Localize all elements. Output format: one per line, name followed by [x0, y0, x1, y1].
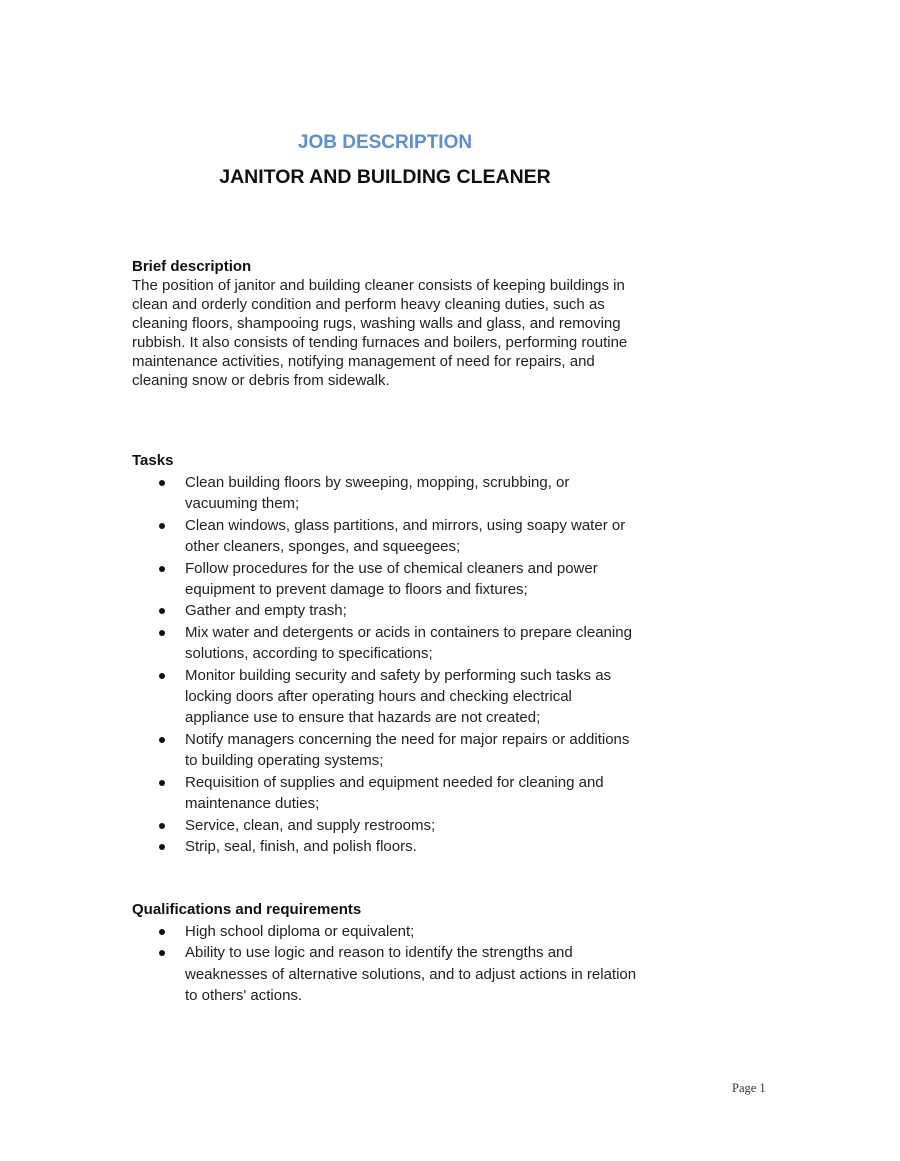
bullet-icon [159, 673, 165, 679]
tasks-section [132, 451, 632, 857]
list-item-text: Follow procedures for the use of chemical cleaners and power equipment to prevent damage to floors and fixtures; [185, 559, 598, 599]
list-item [132, 729, 640, 772]
section-heading: Tasks [132, 452, 174, 469]
bullet-icon [159, 566, 165, 572]
bullet-icon [159, 950, 165, 956]
list-item [132, 558, 640, 601]
brief-description-text: The position of janitor and building cleaner consists of keeping buildings in clean and orderly condition and perform heavy cleaning duties, such as cleaning floors, shampooing rugs, washing walls and glass, and removing rubbish. It also consists of tending furnaces and boilers, performing routine maintenance activities, notifying management of need for repairs, and cleaning snow or debris from sidewalk. [132, 277, 628, 390]
bullet-icon [159, 608, 165, 614]
brief-description-section [132, 257, 632, 391]
document-title: JANITOR AND BUILDING CLEANER [219, 166, 551, 188]
document-kicker: JOB DESCRIPTION [297, 132, 473, 153]
section-heading: Qualifications and requirements [132, 901, 362, 918]
list-item-text: Mix water and detergents or acids in containers to prepare cleaning solutions, according to specifications; [185, 623, 632, 663]
tasks-list [132, 472, 632, 857]
section-heading: Brief description [132, 258, 252, 275]
list-item-text: Gather and empty trash; [185, 602, 347, 620]
bullet-icon [159, 844, 165, 850]
bullet-icon [159, 480, 165, 486]
list-item-text: Clean windows, glass partitions, and mirrors, using soapy water or other cleaners, sponges, and squeegees; [185, 516, 626, 556]
list-item-text: High school diploma or equivalent; [185, 923, 415, 940]
list-item [132, 772, 640, 815]
list-item-text: Strip, seal, finish, and polish floors. [185, 837, 417, 855]
bullet-icon [159, 823, 165, 829]
list-item-text: Clean building floors by sweeping, mopping, scrubbing, or vacuuming them; [185, 474, 570, 513]
page-number: Page 1 [732, 1081, 766, 1095]
bullet-icon [159, 780, 165, 786]
list-item-text: Monitor building security and safety by performing such tasks as locking doors after operating hours and checking electrical appliance use to ensure that hazards are not created; [185, 666, 612, 727]
list-item-text: Requisition of supplies and equipment needed for cleaning and maintenance duties; [185, 773, 604, 813]
qualifications-section [132, 900, 637, 1007]
bullet-icon [159, 523, 165, 529]
bullet-icon [159, 737, 165, 743]
list-item-text: Ability to use logic and reason to identify the strengths and weaknesses of alternative solutions, and to adjust actions in relation to others' actions. [185, 944, 637, 1005]
list-item [132, 942, 640, 1006]
list-item-text: Service, clean, and supply restrooms; [185, 816, 436, 834]
bullet-icon [159, 929, 165, 935]
list-item [132, 622, 640, 665]
list-item [132, 665, 640, 729]
qualifications-list [132, 921, 637, 1007]
list-item-text: Notify managers concerning the need for major repairs or additions to building operating systems; [185, 730, 630, 770]
list-item [132, 515, 640, 558]
bullet-icon [159, 630, 165, 636]
list-item [132, 472, 640, 515]
list-item [132, 921, 640, 942]
list-item [132, 600, 640, 621]
list-item [132, 836, 640, 857]
list-item [132, 815, 640, 836]
